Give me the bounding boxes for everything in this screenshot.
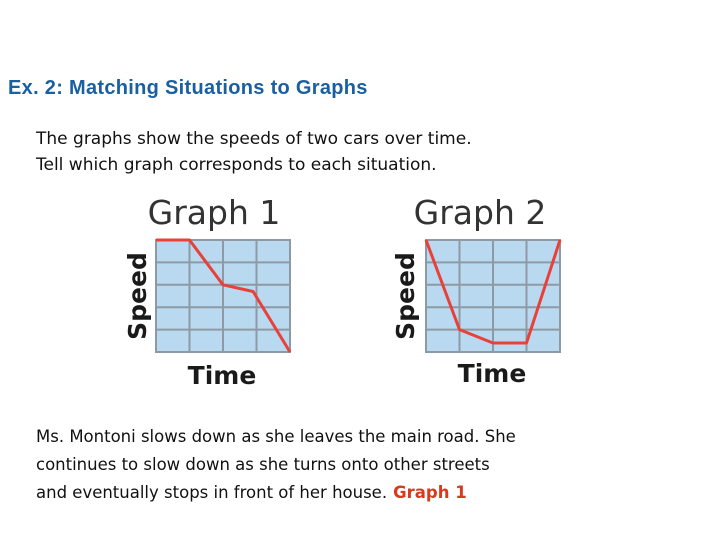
situation-line-3-text: and eventually stops in front of her house. [36, 483, 388, 502]
graph-1 [123, 193, 290, 390]
graph-1-x-axis-label: Time [187, 361, 257, 390]
situation-line-3 [36, 479, 516, 507]
intro-line-1: The graphs show the speeds of two cars over time. [36, 129, 472, 149]
intro-line-2: Tell which graph corresponds to each situation. [36, 155, 437, 175]
situation-line-1: Ms. Montoni slows down as she leaves the main road. She [36, 427, 516, 446]
graph-2-x-axis-label: Time [457, 359, 527, 388]
situation-line-2: continues to slow down as she turns onto other streets [36, 455, 490, 474]
answer-label: Graph 1 [393, 483, 467, 502]
graph-2 [391, 193, 560, 388]
graph-1-title: Graph 1 [147, 193, 281, 232]
graph-2-y-axis-label: Speed [391, 252, 420, 340]
graph-2-title: Graph 2 [413, 193, 547, 232]
situation-text [36, 423, 516, 507]
intro-text [36, 126, 472, 178]
graph-1-y-axis-label: Speed [123, 252, 152, 340]
graphs-figure [0, 188, 720, 398]
slide-title: Ex. 2: Matching Situations to Graphs [8, 77, 368, 99]
